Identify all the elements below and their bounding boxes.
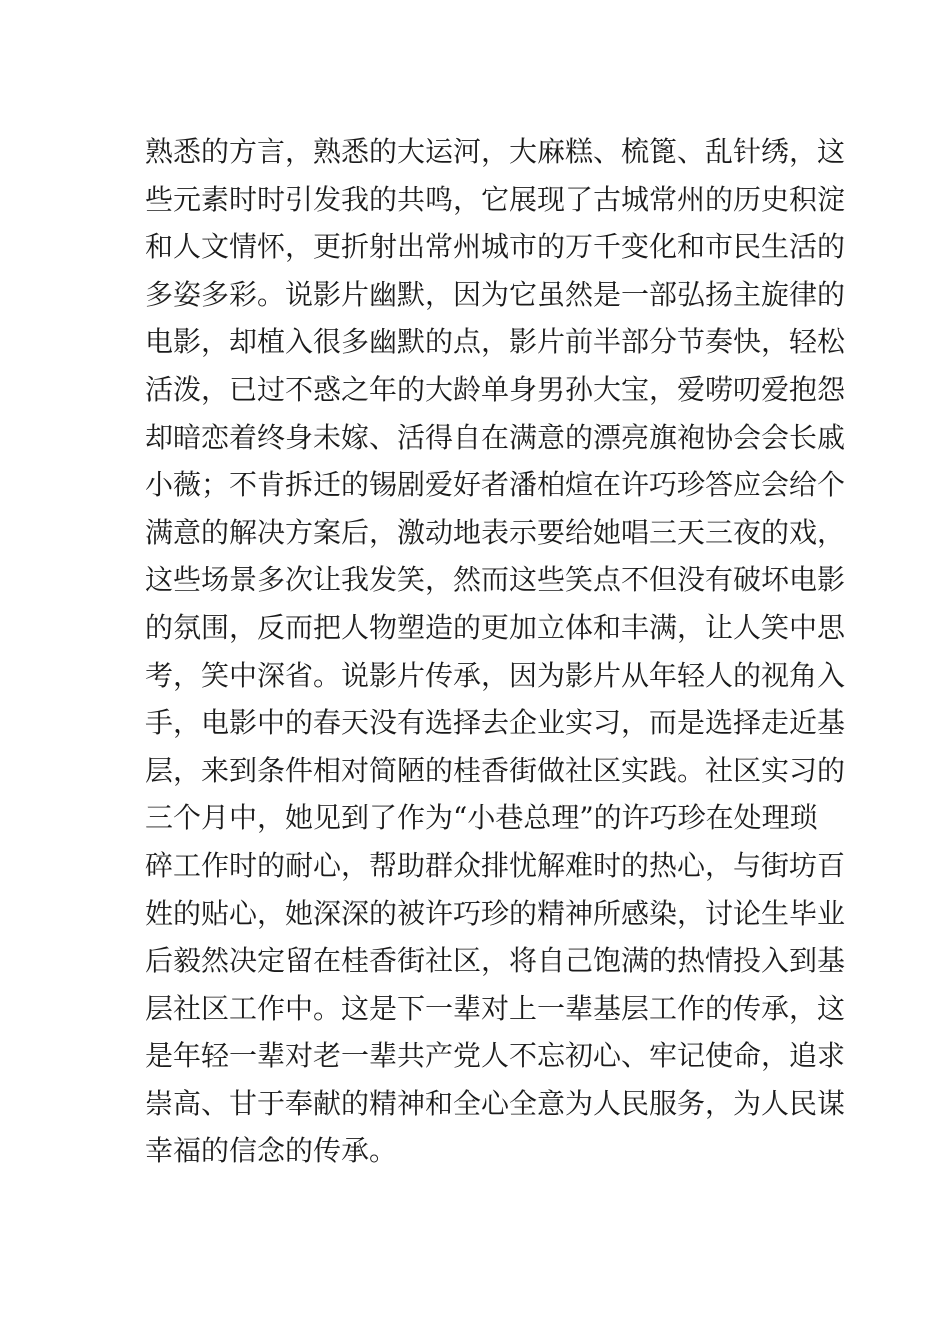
text-line: 姓的贴心，她深深的被许巧珍的精神所感染，讨论生毕业 xyxy=(145,896,846,930)
text-line: 后毅然决定留在桂香街社区，将自己饱满的热情投入到基 xyxy=(145,944,846,978)
text-line: 活泼，已过不惑之年的大龄单身男孙大宝，爱唠叨爱抱怨 xyxy=(145,372,846,406)
text-line: 熟悉的方言，熟悉的大运河，大麻糕、梳篦、乱针绣，这 xyxy=(145,135,846,168)
text-line: 崇高、甘于奉献的精神和全心全意为人民服务，为人民谋 xyxy=(145,1086,846,1120)
text-line: 电影，却植入很多幽默的点，影片前半部分节奏快，轻松 xyxy=(145,325,846,359)
body-paragraph xyxy=(145,128,846,1175)
text-line: 碎工作时的耐心，帮助群众排忧解难时的热心，与街坊百 xyxy=(145,848,846,882)
text-line: 手，电影中的春天没有选择去企业实习，而是选择走近基 xyxy=(145,706,846,740)
text-line: 多姿多彩。说影片幽默，因为它虽然是一部弘扬主旋律的 xyxy=(145,277,846,311)
text-line: 层社区工作中。这是下一辈对上一辈基层工作的传承，这 xyxy=(145,991,846,1025)
text-line: 考，笑中深省。说影片传承，因为影片从年轻人的视角入 xyxy=(145,658,846,692)
text-line: 和人文情怀，更折射出常州城市的万千变化和市民生活的 xyxy=(145,230,846,264)
text-line: 层，来到条件相对简陋的桂香街做社区实践。社区实习的 xyxy=(145,753,846,787)
text-line: 小薇；不肯拆迁的锡剧爱好者潘柏煊在许巧珍答应会给个 xyxy=(145,468,846,502)
text-line: 的氛围，反而把人物塑造的更加立体和丰满，让人笑中思 xyxy=(145,610,846,644)
text-line: 幸福的信念的传承。 xyxy=(145,1134,398,1168)
text-line: 是年轻一辈对老一辈共产党人不忘初心、牢记使命，追求 xyxy=(145,1039,846,1073)
text-line: 些元素时时引发我的共鸣，它展现了古城常州的历史积淀 xyxy=(145,182,846,216)
text-line: 满意的解决方案后，激动地表示要给她唱三天三夜的戏， xyxy=(145,515,846,549)
text-line: 却暗恋着终身未嫁、活得自在满意的漂亮旗袍协会会长戚 xyxy=(145,420,846,454)
text-line: 三个月中，她见到了作为“小巷总理”的许巧珍在处理琐 xyxy=(145,801,818,835)
text-line: 这些场景多次让我发笑，然而这些笑点不但没有破坏电影 xyxy=(145,563,846,597)
